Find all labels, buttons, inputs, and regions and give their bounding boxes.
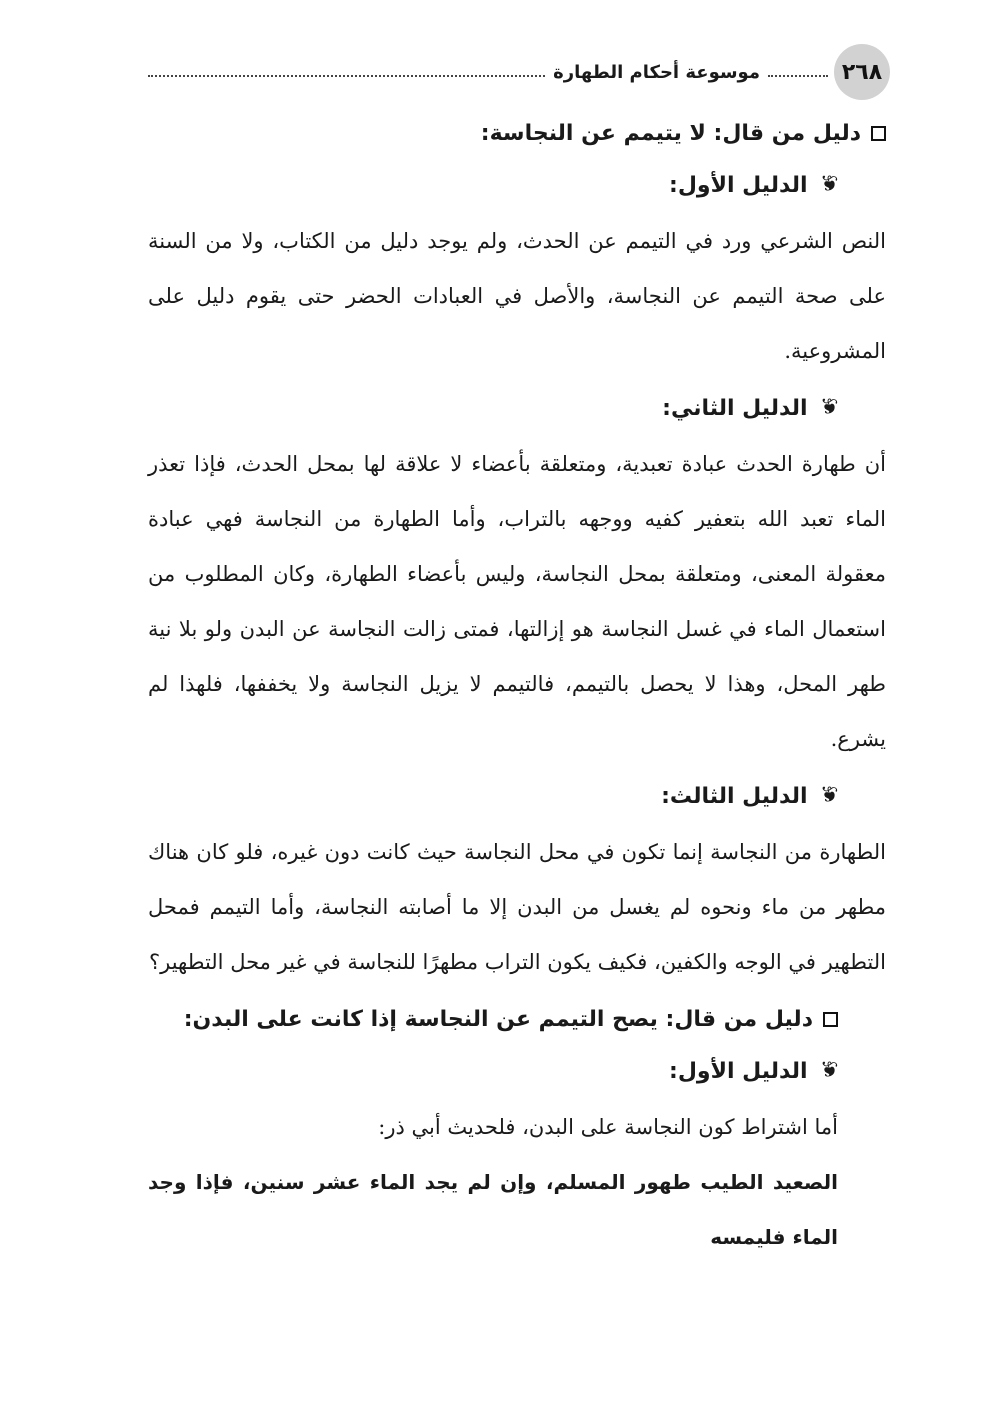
leaf-ornament-icon: ❦	[819, 1058, 838, 1083]
proof-paragraph: أن طهارة الحدث عبادة تعبدية، ومتعلقة بأعضاء لا علاقة لها بمحل الحدث، فإذا تعذر الماء تعبد الله بتعفير كفيه ووجهه بالتراب، وأما الطهارة من النجاسة فهي عبادة معقولة المعنى، ومتعلقة بمحل النجاسة، وليس بأعضاء الطهارة، وكان المطلوب من استعمال الماء في غسل النجاسة هو إزالتها، فمتى زالت النجاسة عن البدن ولو بلا نية طهر المحل، وهذا لا يحصل بالتيمم، فالتيمم لا يزيل النجاسة ولا يخففها، فلهذا لم يشرع.	[148, 452, 887, 751]
checkbox-bullet-icon	[823, 1012, 838, 1027]
section-heading-text: دليل من قال: يصح التيمم عن النجاسة إذا كانت على البدن:	[183, 1006, 813, 1032]
page-body	[148, 110, 886, 1265]
running-header	[148, 55, 828, 89]
proof-paragraph: النص الشرعي ورد في التيمم عن الحدث، ولم يوجد دليل من الكتاب، ولا من السنة على صحة التيمم عن النجاسة، والأصل في العبادات الحضر حتى يقوم دليل على المشروعية.	[148, 229, 886, 363]
proof-heading-third	[148, 767, 886, 825]
header-dots-left	[148, 75, 545, 77]
proof-heading-text: الدليل الثاني:	[662, 395, 808, 421]
section-heading-text: دليل من قال: لا يتيمم عن النجاسة:	[480, 120, 861, 146]
proof-heading-text: الدليل الأول:	[669, 172, 808, 198]
proof-intro: أما اشتراط كون النجاسة على البدن، فلحديث أبي ذر:	[378, 1115, 838, 1139]
book-title: موسوعة أحكام الطهارة	[553, 61, 760, 83]
leaf-ornament-icon: ❦	[819, 172, 838, 197]
proof-heading-text: الدليل الأول:	[669, 1058, 808, 1084]
proof-heading-first	[148, 156, 886, 214]
proof-paragraph: الطهارة من النجاسة إنما تكون في محل النجاسة حيث كانت دون غيره، فلو كان هناك مطهر من ماء ونحوه لم يغسل من البدن إلا ما أصابته النجاسة، وأما التيمم فمحل التطهير في الوجه والكفين، فكيف يكون التراب مطهرًا للنجاسة في غير محل التطهير؟	[148, 840, 886, 974]
proof-heading-first	[148, 1042, 886, 1100]
leaf-ornament-icon: ❦	[819, 783, 838, 808]
section-heading-tayammum-valid	[148, 996, 886, 1042]
proof-heading-second	[148, 379, 886, 437]
proof-heading-text: الدليل الثالث:	[661, 783, 808, 809]
page-number: ٢٦٨	[834, 44, 890, 100]
section-heading-no-tayammum	[148, 110, 886, 156]
hadith-quote: الصعيد الطيب طهور المسلم، وإن لم يجد الماء عشر سنين، فإذا وجد الماء فليمسه	[148, 1170, 838, 1249]
leaf-ornament-icon: ❦	[819, 395, 838, 420]
header-dots-right	[768, 75, 828, 77]
checkbox-bullet-icon	[871, 126, 886, 141]
